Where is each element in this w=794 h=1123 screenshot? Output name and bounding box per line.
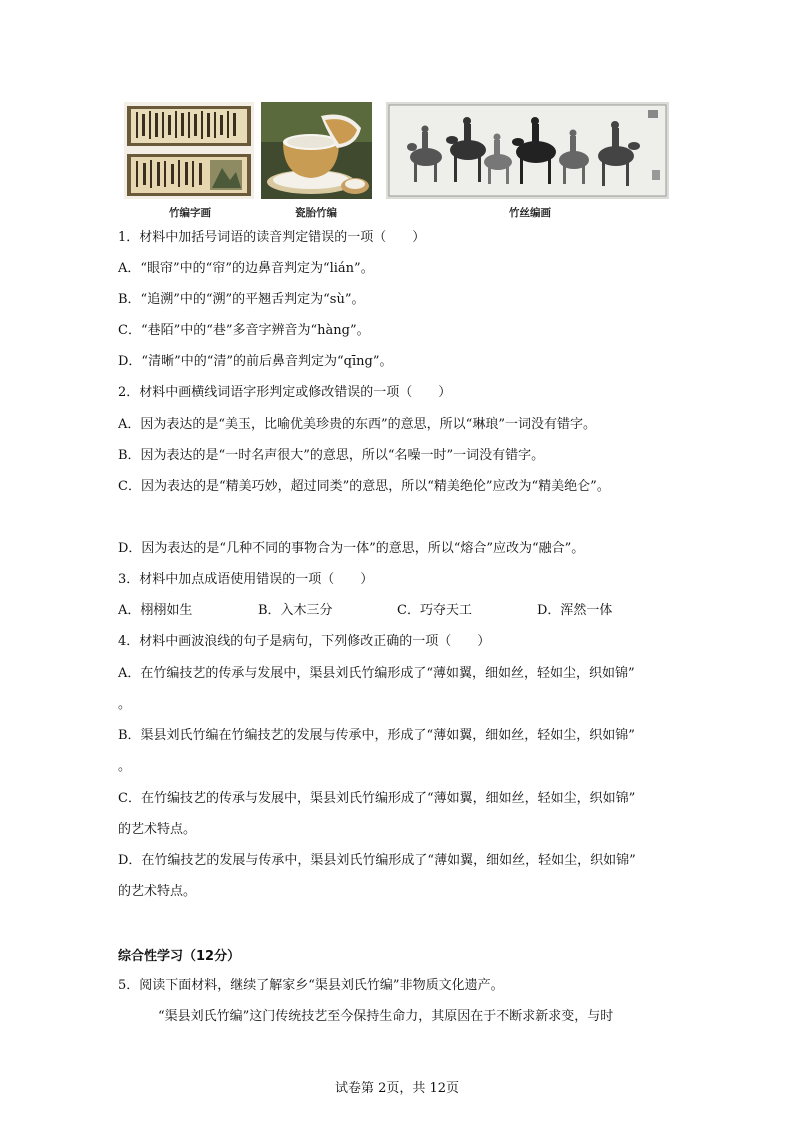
q1-option-b: B．“追溯”中的“溯”的平翘舌判定为“sù”。	[118, 292, 365, 307]
figure-strip	[124, 102, 669, 220]
section-heading: 综合性学习（12分）	[118, 949, 241, 964]
q4-option-c-line2: 的艺术特点。	[118, 822, 197, 837]
question-2-stem: 2．材料中画横线词语字形判定或修改错误的一项（ ）	[118, 385, 452, 400]
figure-caption-2: 瓷胎竹编	[295, 207, 337, 219]
q1-option-c: C．“巷陌”中的“巷”多音字辨音为“hàng”。	[118, 323, 370, 338]
q5-paragraph: “渠县刘氏竹编”这门传统技艺至今保持生命力，其原因在于不断求新求变，与时	[158, 1009, 614, 1024]
question-1-stem: 1．材料中加括号词语的读音判定错误的一项（ ）	[118, 230, 426, 245]
q4-option-c-line1: C．在竹编技艺的传承与发展中，渠县刘氏竹编形成了“薄如翼，细如丝，轻如尘，织如锦”	[118, 791, 636, 806]
q3-option-c: C．巧夺天工	[397, 603, 472, 618]
figure-caption-1: 竹编字画	[169, 207, 211, 219]
porcelain-bamboo-image	[261, 102, 372, 199]
q4-option-b-line1: B．渠县刘氏竹编在竹编技艺的发展与传承中，形成了“薄如翼，细如丝，轻如尘，织如锦”	[118, 728, 635, 743]
q4-option-b-line2: 。	[118, 759, 132, 774]
q2-option-b: B．因为表达的是“一时名声很大”的意思，所以“名噪一时”一词没有错字。	[118, 448, 545, 463]
bamboo-silk-painting-image	[386, 102, 669, 199]
bamboo-calligraphy-image	[124, 102, 254, 199]
question-4-stem: 4．材料中画波浪线的句子是病句，下列修改正确的一项（ ）	[118, 634, 491, 649]
question-3-stem: 3．材料中加点成语使用错误的一项（ ）	[118, 572, 374, 587]
q4-option-a-line2: 。	[118, 697, 132, 712]
figure-caption-3: 竹丝编画	[509, 207, 551, 219]
q4-option-d-line1: D．在竹编技艺的发展与传承中，渠县刘氏竹编形成了“薄如翼，细如丝，轻如尘，织如锦”	[118, 853, 636, 868]
q4-option-a-line1: A．在竹编技艺的传承与发展中，渠县刘氏竹编形成了“薄如翼，细如丝，轻如尘，织如锦”	[118, 666, 635, 681]
q2-option-d: D．因为表达的是“几种不同的事物合为一体”的意思，所以“熔合”应改为“融合”。	[118, 541, 585, 556]
q1-option-a: A．“眼帘”中的“帘”的边鼻音判定为“lián”。	[118, 261, 374, 276]
page-footer: 试卷第 2页，共 12页	[334, 1081, 460, 1096]
q2-option-a: A．因为表达的是“美玉，比喻优美珍贵的东西”的意思，所以“琳琅”一词没有错字。	[118, 417, 596, 432]
q3-option-a: A．栩栩如生	[118, 603, 193, 618]
q3-option-b: B．入木三分	[258, 603, 333, 618]
q2-option-c: C．因为表达的是“精美巧妙，超过同类”的意思，所以“精美绝伦”应改为“精美绝仑”。	[118, 479, 610, 494]
question-5-stem: 5．阅读下面材料，继续了解家乡“渠县刘氏竹编”非物质文化遗产。	[118, 978, 504, 993]
q4-option-d-line2: 的艺术特点。	[118, 884, 197, 899]
q1-option-d: D．“清晰”中的“清”的前后鼻音判定为“qīng”。	[118, 354, 393, 369]
q3-option-d: D．浑然一体	[537, 603, 613, 618]
